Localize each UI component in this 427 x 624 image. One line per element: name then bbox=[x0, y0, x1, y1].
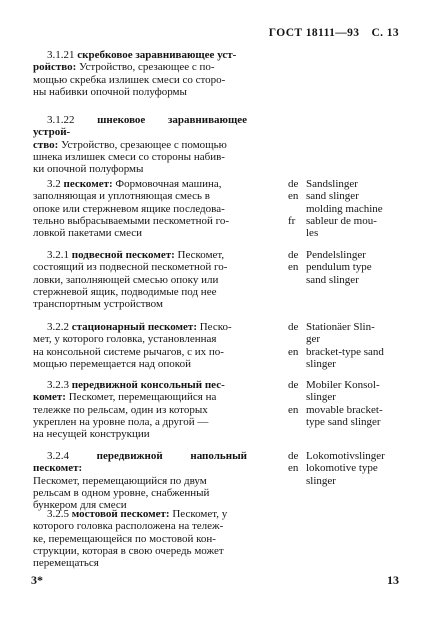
term: передвижной напольный пескомет: bbox=[33, 450, 247, 475]
entry-3-1-22: 3.1.22 шнековое заравнивающее устрой- ство: Устройство, срезающее с помощью шнека излишек смеси со стороны набив- ки опочной полуформы bbox=[33, 114, 247, 176]
term: передвижной консольный пес- bbox=[71, 379, 225, 391]
entry-3-2-3: 3.2.3 передвижной консольный пес- комет: Пескомет, перемещающийся на тележке по рельсам, один из которых укреплен на уровне пола, а другой — на несущей конструкции bbox=[33, 379, 225, 441]
translations-3-2-1: de Pendelslinger en pendulum type sand slinger bbox=[288, 249, 372, 286]
translations-3-2-2: de Stationäer Slin- ger en bracket-type sand slinger bbox=[288, 321, 384, 370]
entry-3-2: 3.2 пескомет: Формовочная машина, заполняющая и уплотняющая смесь в опоке или стержневом ящике последова- тельно выбрасываемыми пескометной го- ловкой пакетами смеси bbox=[33, 178, 230, 240]
term: пескомет: bbox=[63, 178, 113, 190]
entry-3-1-21: 3.1.21 скребковое заравнивающее уст- ройство: Устройство, срезающее с по- мощью скребка излишек смеси со сторо- ны набивки опочной полуформы bbox=[33, 49, 237, 98]
term: стационарный пескомет: bbox=[71, 321, 197, 333]
page-number-header: С. 13 bbox=[371, 27, 399, 39]
term: подвесной пескомет: bbox=[71, 249, 175, 261]
page-header bbox=[269, 27, 399, 39]
footer-page-number: 13 bbox=[387, 573, 399, 587]
footer-signature-mark: 3* bbox=[31, 573, 43, 587]
term: скребковое заравнивающее уст- bbox=[77, 49, 237, 61]
entry-3-2-1: 3.2.1 подвесной пескомет: Пескомет, состоящий из подвесной пескометной го- ловки, заполняющей смесью опоку или стержневой ящик, подводимые под нее транспортным устройством bbox=[33, 249, 228, 311]
standard-number: ГОСТ 18111—93 bbox=[268, 27, 360, 39]
term: шнековое заравнивающее устрой- bbox=[33, 114, 247, 139]
translations-3-2-3: de Mobiler Konsol- slinger en movable bracket- type sand slinger bbox=[288, 379, 383, 428]
entry-3-2-4: 3.2.4 передвижной напольный пескомет: Пескомет, перемещающийся по двум рельсам в одном уровне, снабженный бункером для смеси bbox=[33, 450, 247, 512]
entry-3-2-2: 3.2.2 стационарный пескомет: Песко- мет, у которого головка, установленная на консольной системе рычагов, с их по- мощью перемещается над опокой bbox=[33, 321, 232, 370]
term: мостовой пескомет: bbox=[71, 508, 170, 520]
entry-3-2-5: 3.2.5 мостовой пескомет: Пескомет, у которого головка расположена на тележ- ке, перемещающейся по мостовой кон- струкции, которая в свою очередь может перемещаться bbox=[33, 508, 228, 570]
translations-3-2: de Sandslinger en sand slinger molding machine fr sableur de mou- les bbox=[288, 178, 383, 240]
translations-3-2-4: de Lokomotivslinger en lokomotive type slinger bbox=[288, 450, 385, 487]
